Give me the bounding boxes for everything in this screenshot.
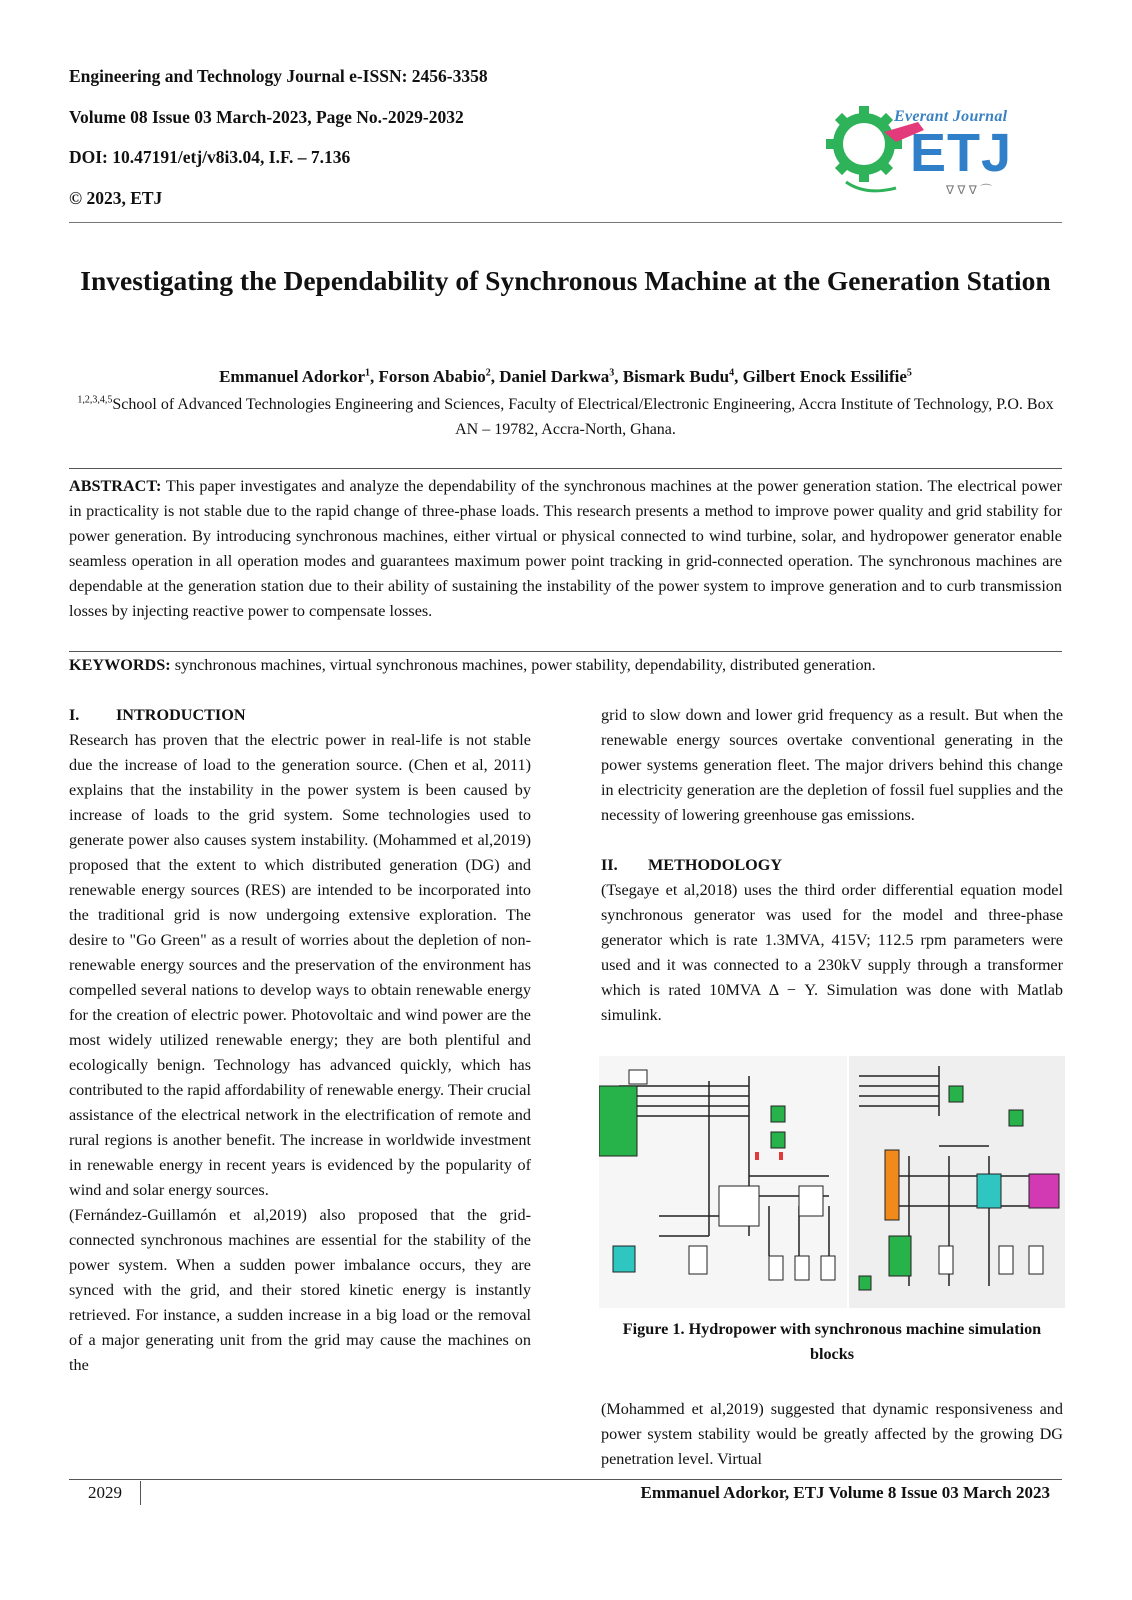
simulink-diagram-left [599, 1056, 847, 1308]
affiliation-text: School of Advanced Technologies Engineering and Sciences, Faculty of Electrical/Electronic Engineering, Accra Institute of Technology, P.O. Box AN – 19782, Accra-North, Ghana. [112, 396, 1054, 438]
journal-issn-line: Engineering and Technology Journal e-ISSN: 2456-3358 [69, 66, 488, 86]
doi-line: DOI: 10.47191/etj/v8i3.04, I.F. – 7.136 [69, 147, 351, 167]
volume-line: Volume 08 Issue 03 March-2023, Page No.-2029-2032 [69, 106, 464, 127]
affiliation-sup: 1,2,3,4,5 [77, 394, 113, 406]
affiliation [69, 392, 1062, 442]
abstract-bottom-rule [69, 651, 1062, 652]
section-heading-introduction [69, 703, 531, 728]
intro-paragraph-2-continued: grid to slow down and lower grid frequency as a result. But when the renewable energy sources overtake conventional generating in the power systems generation fleet. The major drivers behind this change in electricity generation are the depletion of fossil fuel supplies and the necessity of lowering greenhouse gas emissions. [601, 706, 1063, 824]
journal-header [69, 66, 488, 228]
method-paragraph-2-block [601, 1397, 1063, 1472]
copyright-line: © 2023, ETJ [69, 187, 163, 208]
keywords-text: synchronous machines, virtual synchronous machines, power stability, dependability, distributed generation. [174, 656, 876, 674]
abstract-label: ABSTRACT: [69, 477, 162, 495]
abstract [69, 474, 1062, 624]
intro-paragraph-1: Research has proven that the electric power in real-life is not stable due the increase of load to the generation source. (Chen et al, 2011) explains that the instability in the power system is been caused by increase of loads to the grid system. Some technologies used to generate power also causes system instability. (Mohammed et al,2019) proposed that the extent to which distributed generation (DG) and renewable energy sources (RES) are intended to be incorporated into the traditional grid is now undergoing extensive exploration. The desire to "Go Green" as a result of worries about the depletion of non-renewable energy sources and the preservation of the environment has compelled several nations to develop ways to obtain renewable energy for the creation of electric power. Photovoltaic and wind power are the most widely utilized renewable energy; they are both plentiful and ecologically benign. Technology has advanced quickly, which has contributed to the rapid affordability of renewable energy. Their crucial assistance of the electrical network in the electrification of remote and rural regions is another benefit. The increase in worldwide investment in renewable energy in recent years is evidenced by the popularity of wind and solar energy sources. [69, 731, 531, 1199]
author-name: Emmanuel Adorkor [219, 367, 366, 386]
author-affil-sup: 2 [485, 367, 491, 379]
footer-rule [69, 1479, 1062, 1480]
section-heading-methodology [601, 853, 1063, 878]
figure-1-caption: Figure 1. Hydropower with synchronous machine simulation blocks [622, 1320, 1042, 1363]
author-affil-sup: 1 [365, 367, 371, 379]
section-number: I. [69, 706, 80, 724]
author-name: Bismark Budu [622, 367, 730, 386]
author-affil-sup: 5 [906, 367, 912, 379]
page-number: 2029 [88, 1483, 122, 1502]
logo-wordmark: Everant Journal [894, 108, 1008, 125]
keywords [69, 653, 1062, 678]
abstract-top-rule [69, 468, 1062, 469]
section-title: INTRODUCTION [116, 706, 246, 724]
figure-1 [599, 1056, 1065, 1308]
author-affil-sup: 4 [729, 367, 735, 379]
abstract-text: This paper investigates and analyze the dependability of the synchronous machines at the power generation station. The electrical power in practicality is not stable due to the rapid change of three-phase loads. This research presents a method to improve power quality and grid stability for power generation. By introducing synchronous machines, either virtual or physical connected to wind turbine, solar, and hydropower generator enable seamless operation in all operation modes and guarantees maximum power point tracking in grid-connected operation. The synchronous machines are dependable at the generation station due to their ability of sustaining the instability of the power system to improve generation and to curb transmission losses by injecting reactive power to compensate losses. [69, 477, 1062, 620]
svg-text:∇ ∇ ∇ ⌒: ∇ ∇ ∇ ⌒ [946, 183, 993, 197]
method-paragraph-2: (Mohammed et al,2019) suggested that dynamic responsiveness and power system stability would be greatly affected by the growing DG penetration level. Virtual [601, 1400, 1063, 1468]
author-name: Gilbert Enock Essilifie [742, 367, 907, 386]
section-title: METHODOLOGY [648, 856, 783, 874]
author-affil-sup: 3 [609, 367, 615, 379]
author-list: Emmanuel Adorkor$^1$, Forson Ababio$^2$, Daniel Darkwa$^3$, Bismark Budu$^4$, Gilbert Enock Essilifie$^5$ [219, 367, 912, 386]
method-paragraph-1: (Tsegaye et al,2018) uses the third order differential equation model synchronous generator was used for the model and three-phase generator which is rate 1.3MVA, 415V; 112.5 rpm parameters were used and it was connected to a 230kV supply through a transformer which is rated 10MVA Δ − Y. Simulation was done with Matlab simulink. [601, 881, 1063, 1024]
left-column [69, 703, 531, 1378]
author-name: Daniel Darkwa [499, 367, 610, 386]
logo-initials: ETJ [910, 123, 1013, 183]
header-divider [69, 222, 1062, 223]
footer-separator [140, 1481, 141, 1505]
paper-title: Investigating the Dependability of Synchronous Machine at the Generation Station [80, 265, 1051, 296]
etj-logo [826, 92, 1046, 200]
right-column [601, 703, 1063, 1028]
intro-paragraph-2: (Fernández-Guillamón et al,2019) also proposed that the grid-connected synchronous machines are essential for the stability of the power system. When a sudden power imbalance occurs, they are synced with the grid, and their stored kinetic energy is instantly retrieved. For instance, a sudden increase in a big load or the removal of a major generating unit from the grid may cause the machines on the [69, 1206, 531, 1374]
section-number: II. [601, 856, 618, 874]
keywords-label: KEYWORDS: [69, 656, 171, 674]
running-footer: Emmanuel Adorkor, ETJ Volume 8 Issue 03 March 2023 [640, 1483, 1050, 1502]
author-name: Forson Ababio [378, 367, 486, 386]
simulink-diagram-right [849, 1056, 1065, 1308]
